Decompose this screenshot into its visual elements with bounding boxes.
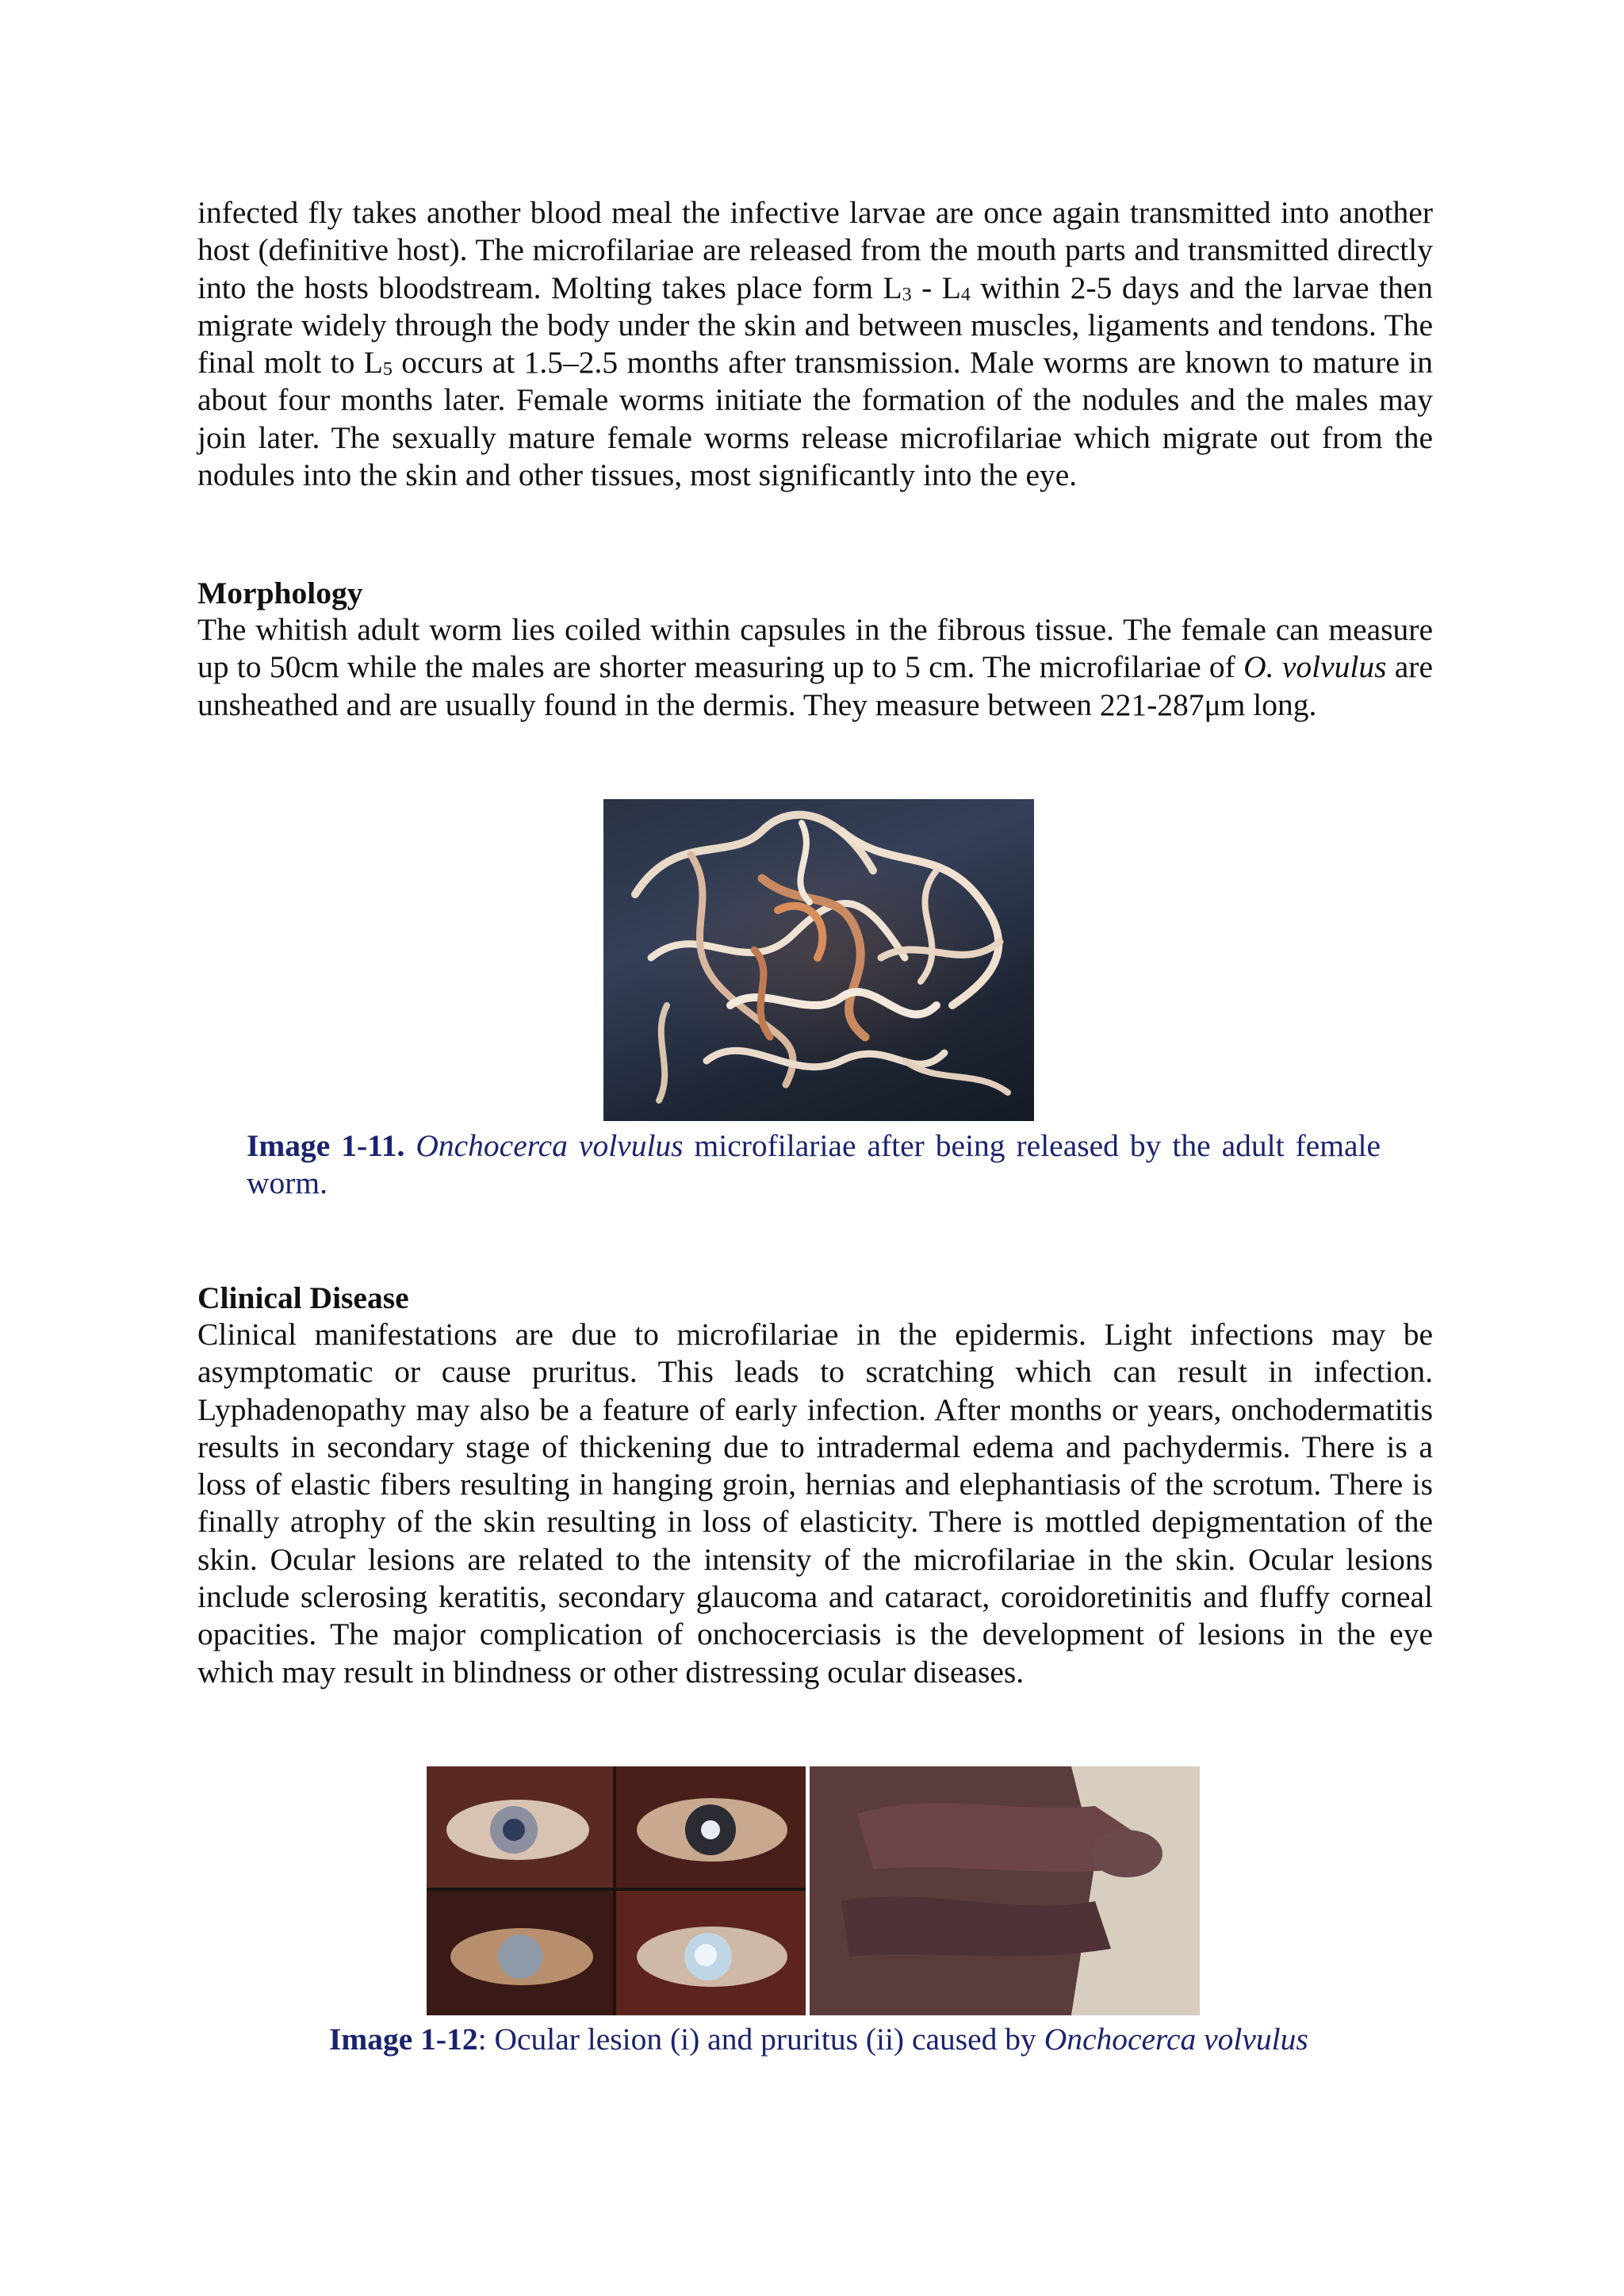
caption-label: Image 1-12 bbox=[329, 2022, 478, 2057]
heading-morphology: Morphology bbox=[197, 576, 363, 610]
caption-text: microfilariae after being released by the adult female worm. bbox=[247, 1128, 1381, 1200]
pruritus-illustration bbox=[810, 1766, 1200, 2015]
image-pruritus-skin bbox=[810, 1766, 1200, 2015]
species-name: Onchocerca volvulus bbox=[1044, 2022, 1308, 2057]
paragraph-clinical-disease: Clinical manifestations are due to microfilariae in the epidermis. Light infections may be asymptomatic or cause pruritus. This leads to scratching which can result in infection. Lyphadenopathy may also be a feature of early infection. After months or years, onchodermatitis results in secondary stage of thickening due to intradermal edema and pachydermis. There is a loss of elastic fibers resulting in hanging groin, hernias and elephantiasis of the scrotum. There is finally atrophy of the skin resulting in loss of elasticity. There is mottled depigmentation of the skin. Ocular lesions are related to the intensity of the microfilariae in the skin. Ocular lesions include sclerosing keratitis, secondary glaucoma and cataract, coroidoretinitis and fluffy corneal opacities. The major complication of onchocerciasis is the development of lesions in the eye which may result in blindness or other distressing ocular diseases. bbox=[197, 1317, 1433, 1689]
species-name: Onchocerca volvulus bbox=[416, 1128, 684, 1163]
paragraph-life-cycle bbox=[197, 194, 1433, 494]
heading-clinical-disease: Clinical Disease bbox=[197, 1280, 409, 1315]
paragraph-morphology bbox=[197, 611, 1433, 724]
eyes-collage bbox=[427, 1766, 806, 2015]
paragraph-text: occurs at 1.5–2.5 months after transmission. Male worms are known to mature in about four months later. Female worms initiate the formation of the nodules and the males may join later. The sexually mature female worms release microfilariae which migrate out from the nodules into the skin and other tissues, most significantly into the eye. bbox=[197, 345, 1433, 493]
caption-text: : Ocular lesion (i) and pruritus (ii) caused by bbox=[477, 2022, 1044, 2057]
subscript: 4 bbox=[960, 284, 971, 305]
paragraph-text: infected fly takes another blood meal the infective larvae are once again transmitted into another host (definitive host). The microfilariae are released from the mouth parts and transmitted directly into the hosts bloodstream. Molting takes place form L bbox=[197, 195, 1433, 305]
caption-image-1-11 bbox=[247, 1127, 1381, 1202]
paragraph-text: within 2-5 days and the larvae then migrate widely through the body under the skin and between muscles, ligaments and tendons. The final molt to L bbox=[197, 270, 1433, 381]
subscript: 5 bbox=[382, 359, 393, 381]
worms-illustration bbox=[603, 799, 1034, 1121]
image-microfilariae-worms bbox=[603, 799, 1034, 1121]
caption-label: Image 1-11. bbox=[247, 1128, 405, 1163]
paragraph-text: - L bbox=[911, 270, 961, 305]
caption-image-1-12 bbox=[329, 2021, 1360, 2058]
paragraph-text: The whitish adult worm lies coiled within capsules in the fibrous tissue. The female can measure up to 50cm while the males are shorter measuring up to 5 cm. The microfilariae of bbox=[197, 612, 1433, 685]
species-name: O. volvulus bbox=[1243, 649, 1387, 685]
subscript: 3 bbox=[902, 284, 912, 305]
image-ocular-lesions bbox=[427, 1766, 806, 2015]
paragraph-text: are unsheathed and are usually found in the dermis. They measure between 221-287μm long. bbox=[197, 649, 1433, 722]
